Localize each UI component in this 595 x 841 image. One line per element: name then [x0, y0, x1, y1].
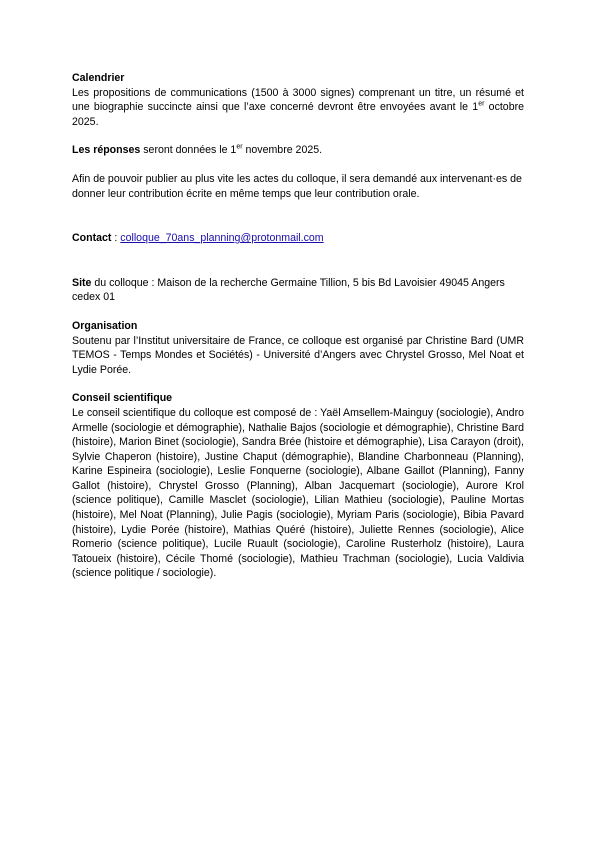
contact-label: Contact [72, 232, 112, 245]
organisation-paragraph: Soutenu par l’Institut universitaire de France, ce colloque est organisé par Christine Bard (UMR TEMOS - Temps Mondes et Sociétés) - Université d’Angers avec Chrystel Grosso, Mel Noat et Lydie Porée. [72, 334, 524, 376]
calendrier-paragraph [72, 86, 524, 130]
document-page [72, 71, 524, 581]
conseil-heading: Conseil scientifique [72, 392, 173, 405]
conseil-paragraph: Le conseil scientifique du colloque est composé de : Yaël Amsellem-Mainguy (sociologie), Andro Armelle (sociologie et démographie), Nathalie Bajos (sociologie et démographie), Christine Bard (histoire), Marion Binet (sociologie), Sandra Brée (histoire et démographie), Lisa Carayon (droit), Sylvie Chaperon (histoire), Justine Chaput (démographie), Blandine Charbonneau (Planning), Karine Espineira (sociologie), Leslie Fonquerne (sociologie), Albane Gaillot (Planning), Fanny Gallot (histoire), Chrystel Grosso (Planning), Alban Jacquemart (sociologie), Aurore Krol (science politique), Camille Masclet (sociologie), Lilian Mathieu (sociologie), Pauline Mortas (histoire), Mel Noat (Planning), Julie Pagis (sociologie), Myriam Paris (sociologie), Bibia Pavard (histoire), Lydie Porée (histoire), Mathias Quéré (histoire), Juliette Rennes (sociologie), Alice Romerio (science politique), Lucile Ruault (sociologie), Caroline Rusterholz (histoire), Laura Tatoueix (histoire), Cécile Thomé (sociologie), Mathieu Trachman (sociologie), Lucia Valdivia (science politique / sociologie). [72, 406, 524, 580]
organisation-heading: Organisation [72, 319, 138, 332]
site-paragraph [72, 276, 524, 305]
calendrier-text-1: Les propositions de communications (1500 à 3000 signes) comprenant un titre, un résumé et une biographie succincte ainsi que l’axe concerné devront être envoyées avant le 1 [72, 86, 524, 114]
contact-separator: : [111, 232, 121, 245]
organisation-section [72, 319, 524, 377]
actes-paragraph: Afin de pouvoir publier au plus vite les actes du colloque, il sera demandé aux intervenant·es de donner leur contribution écrite en même temps que leur contribution orale. [72, 172, 522, 200]
calendrier-sup: er [478, 100, 485, 108]
contact-paragraph [72, 231, 524, 246]
reponses-sup: er [236, 143, 243, 151]
calendrier-heading: Calendrier [72, 72, 125, 84]
site-text: du colloque : Maison de la recherche Germaine Tillion, 5 bis Bd Lavoisier 49045 Angers cedex 01 [72, 276, 505, 304]
reponses-paragraph [72, 143, 524, 158]
reponses-text-2: novembre 2025. [242, 144, 323, 157]
calendrier-section [72, 71, 524, 129]
reponses-text-1: seront données le 1 [140, 144, 237, 157]
contact-email-link[interactable]: colloque_70ans_planning@protonmail.com [120, 232, 324, 245]
site-label: Site [72, 276, 92, 289]
conseil-section [72, 391, 524, 581]
reponses-bold: Les réponses [72, 144, 141, 157]
calendrier-text-2: octobre 2025. [72, 101, 525, 128]
